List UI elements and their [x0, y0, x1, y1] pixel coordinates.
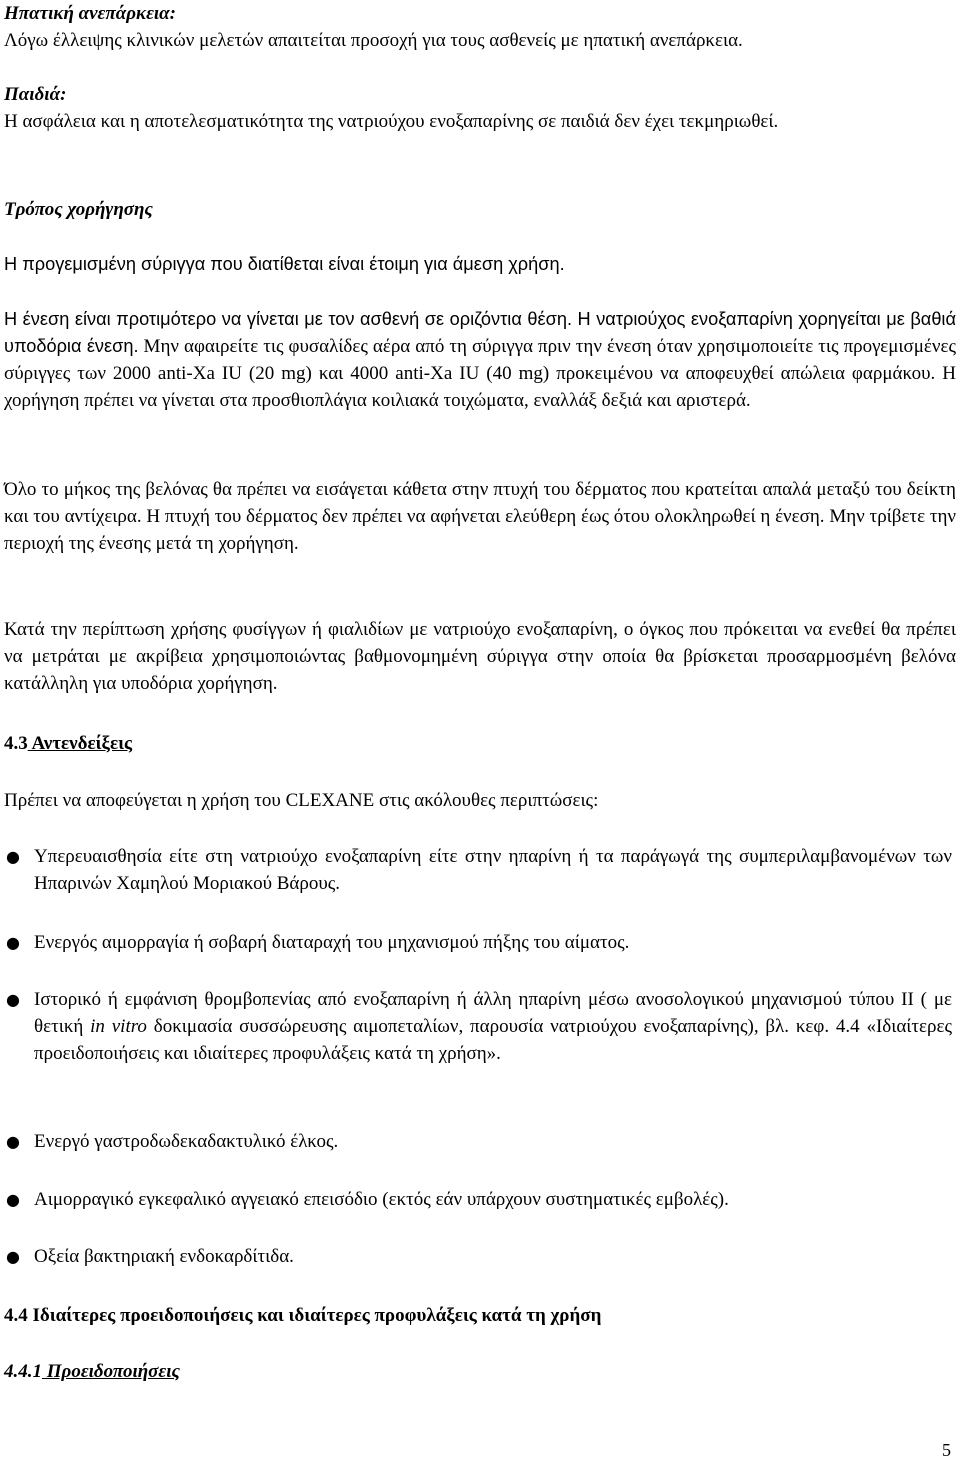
administration-paragraph-4: Κατά την περίπτωση χρήσης φυσίγγων ή φιαλιδίων με νατριούχο ενοξαπαρίνη, ο όγκος που πρόκειται να ενεθεί θα πρέπει να μετράται με ακρίβεια χρησιμοποιώντας βαθμονομημένη σύριγγα στην οποία θα βρίσκεται προσαρμοσμένη βελόνα κατάλληλη για υποδόρια χορήγηση. — [4, 619, 956, 694]
bullet-icon: ● — [6, 933, 20, 952]
page-number: 5 — [942, 1440, 951, 1460]
contraindication-text: Οξεία βακτηριακή ενδοκαρδίτιδα. — [34, 1246, 294, 1267]
bullet-icon: ● — [6, 847, 20, 866]
contraindication-item — [4, 1186, 956, 1213]
contraindication-text-part: δοκιμασία συσσώρευσης αιμοπεταλίων, παρουσία νατριούχου ενοξαπαρίνης), βλ. κεφ. 4.4 «Ιδιαίτερες προειδοποιήσεις και ιδιαίτερες προφυλάξεις κατά τη χρήση». — [34, 1016, 953, 1064]
contraindication-text: Ενεργό γαστροδωδεκαδακτυλικό έλκος. — [34, 1131, 339, 1152]
contraindication-item — [4, 929, 956, 956]
contraindications-heading-text: Αντενδείξεις — [27, 733, 132, 754]
contraindications-intro: Πρέπει να αποφεύγεται η χρήση του CLEXANE στις ακόλουθες περιπτώσεις: — [4, 790, 599, 811]
administration-paragraph-3: Όλο το μήκος της βελόνας θα πρέπει να εισάγεται κάθετα στην πτυχή του δέρματος που κρατείται απαλά μεταξύ του δείκτη και του αντίχειρα. Η πτυχή του δέρματος δεν πρέπει να αφήνεται ελεύθερη έως ότου ολοκληρωθεί η ένεση. Μην τρίβετε την περιοχή της ένεσης μετά τη χορήγηση. — [4, 479, 956, 554]
warnings-subheading-text: Προειδοποιήσεις — [42, 1361, 180, 1382]
contraindication-item — [4, 843, 956, 897]
contraindication-text-italic: in vitro — [90, 1016, 147, 1037]
contraindications-heading-number: 4.3 — [4, 733, 28, 754]
hepatic-heading: Ηπατική ανεπάρκεια: — [4, 3, 177, 24]
children-section — [4, 81, 956, 135]
contraindication-text: Υπερευαισθησία είτε στη νατριούχο ενοξαπαρίνη είτε στην ηπαρίνη ή τα παράγωγά της συμπεριλαμβανομένων των Ηπαρινών Χαμηλού Μοριακού Βάρους. — [34, 846, 952, 894]
administration-paragraph-2-sans: Η ένεση είναι προτιμότερο να γίνεται με τον ασθενή σε οριζόντια θέση. Η νατριούχος ενοξαπαρίνη χορηγείται με βαθιά υποδόρια ένεση. — [4, 309, 956, 356]
hepatic-text: Λόγω έλλειψης κλινικών μελετών απαιτείται προσοχή για τους ασθενείς με ηπατική ανεπάρκεια. — [4, 30, 743, 51]
bullet-icon: ● — [6, 1132, 20, 1151]
contraindications-heading — [4, 730, 956, 757]
contraindication-text-part: Ιστορικό ή εμφάνιση θρομβοπενίας από ενοξαπαρίνη ή άλλη ηπαρίνη μέσω ανοσολογικού μηχανισμού τύπου II ( με θετική — [34, 989, 952, 1037]
contraindication-text — [34, 986, 952, 1067]
administration-paragraph-2 — [4, 306, 956, 414]
administration-paragraph-2-serif: Μην αφαιρείτε τις φυσαλίδες αέρα από τη σύριγγα πριν την ένεση όταν χρησιμοποιείτε τις προγεμισμένες σύριγγες των 2000 anti-Xa IU (20 mg) και 4000 anti-Xa IU (40 mg) προκειμένου να αποφευχθεί απώλεια φαρμάκου. Η χορήγηση πρέπει να γίνεται στα προσθιοπλάγια κοιλιακά τοιχώματα, εναλλάξ δεξιά και αριστερά. — [4, 336, 957, 411]
bullet-icon: ● — [6, 1247, 20, 1266]
children-heading: Παιδιά: — [4, 84, 67, 105]
bullet-icon: ● — [6, 1190, 20, 1209]
warnings-subheading-number: 4.4.1 — [4, 1361, 42, 1382]
administration-paragraph-1: Η προγεμισμένη σύριγγα που διατίθεται είναι έτοιμη για άμεση χρήση. — [4, 254, 565, 274]
contraindication-item — [4, 1243, 956, 1270]
warnings-heading: 4.4 Ιδιαίτερες προειδοποιήσεις και ιδιαίτερες προφυλάξεις κατά τη χρήση — [4, 1305, 602, 1326]
bullet-icon: ● — [6, 990, 20, 1009]
warnings-subheading — [4, 1358, 956, 1385]
administration-heading: Τρόπος χορήγησης — [4, 199, 153, 220]
contraindication-item — [4, 1128, 956, 1155]
contraindication-text: Αιμορραγικό εγκεφαλικό αγγειακό επεισόδιο (εκτός εάν υπάρχουν συστηματικές εμβολές). — [34, 1189, 729, 1210]
children-text: Η ασφάλεια και η αποτελεσματικότητα της νατριούχου ενοξαπαρίνης σε παιδιά δεν έχει τεκμηριωθεί. — [4, 111, 779, 132]
hepatic-section — [4, 0, 956, 54]
contraindication-text: Ενεργός αιμορραγία ή σοβαρή διαταραχή του μηχανισμού πήξης του αίματος. — [34, 932, 630, 953]
contraindication-item — [4, 986, 956, 1067]
